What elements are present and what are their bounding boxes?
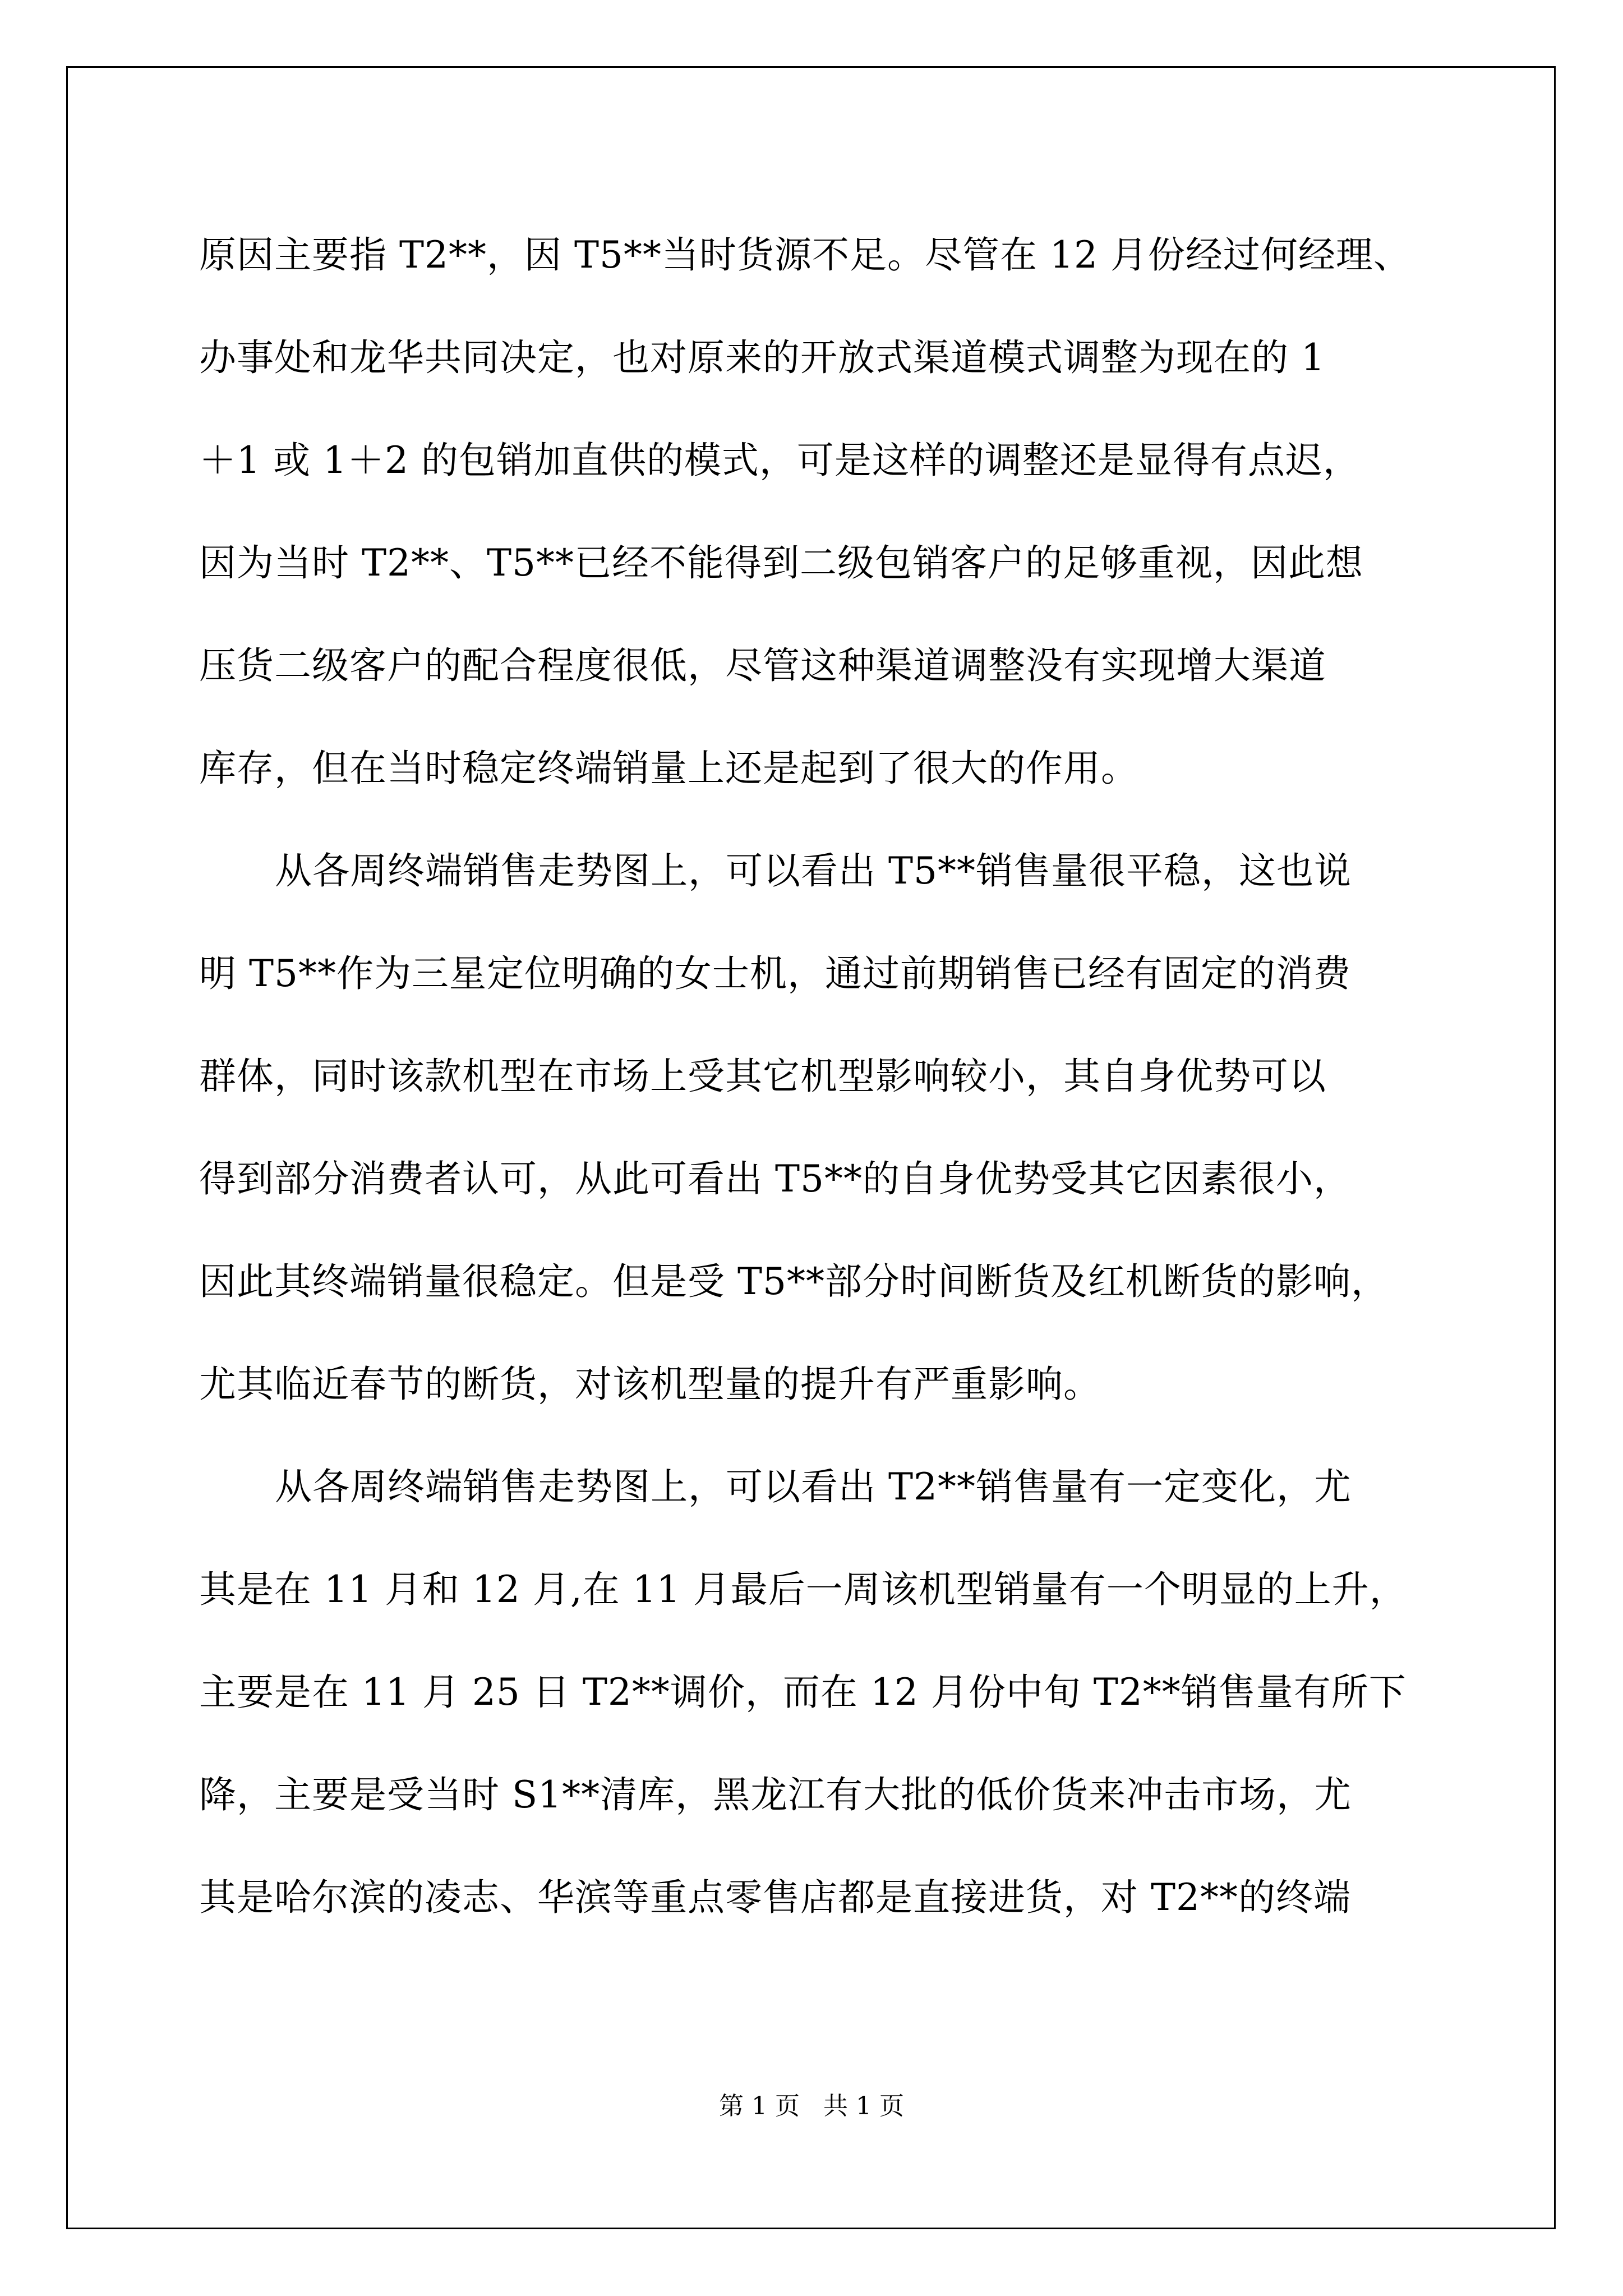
text-line-2: 办事处和龙华共同决定，也对原来的开放式渠道模式调整为现在的 1	[199, 336, 1325, 379]
text-line-10: 得到部分消费者认可，从此可看出 T5**的自身优势受其它因素很小，	[199, 1157, 1351, 1200]
text-line-12: 尤其临近春节的断货，对该机型量的提升有严重影响。	[199, 1363, 1101, 1406]
text-line-4: 因为当时 T2**、T5**已经不能得到二级包销客户的足够重视，因此想	[199, 541, 1364, 585]
text-line-3: ＋1 或 1＋2 的包销加直供的模式，可是这样的调整还是显得有点迟，	[199, 439, 1361, 482]
text-line-1: 原因主要指 T2**，因 T5**当时货源不足。尽管在 12 月份经过何经理、	[199, 233, 1411, 277]
text-line-17: 其是哈尔滨的凌志、华滨等重点零售店都是直接进货，对 T2**的终端	[199, 1876, 1351, 1919]
text-line-8: 明 T5**作为三星定位明确的女士机，通过前期销售已经有固定的消费	[199, 952, 1351, 995]
text-line-7: 从各周终端销售走势图上，可以看出 T5**销售量很平稳，这也说	[275, 849, 1352, 892]
text-line-6: 库存，但在当时稳定终端销量上还是起到了很大的作用。	[199, 747, 1138, 790]
text-line-13: 从各周终端销售走势图上，可以看出 T2**销售量有一定变化，尤	[275, 1465, 1352, 1508]
text-line-14: 其是在 11 月和 12 月,在 11 月最后一周该机型销量有一个明显的上升，	[199, 1568, 1407, 1611]
text-line-16: 降，主要是受当时 S1**清库，黑龙江有大批的低价货来冲击市场，尤	[199, 1773, 1352, 1816]
text-line-15: 主要是在 11 月 25 日 T2**调价，而在 12 月份中旬 T2**销售量有所下	[199, 1671, 1407, 1714]
text-line-9: 群体，同时该款机型在市场上受其它机型影响较小，其自身优势可以	[199, 1055, 1326, 1098]
text-line-5: 压货二级客户的配合程度很低，尽管这种渠道调整没有实现增大渠道	[199, 644, 1326, 687]
page-footer: 第 1 页 共 1 页	[719, 2092, 904, 2120]
text-line-11: 因此其终端销量很稳定。但是受 T5**部分时间断货及红机断货的影响，	[199, 1260, 1389, 1303]
